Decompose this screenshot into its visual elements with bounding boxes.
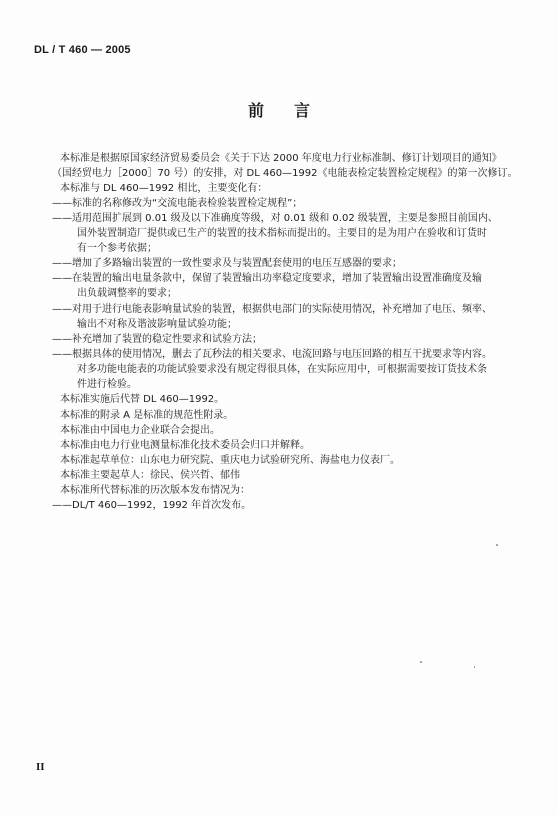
body-line: 件进行检验。	[77, 379, 137, 390]
body-line: 国外装置制造厂提供或已生产的装置的技术指标而提出的。主要目的是为用户在验收和订货时	[77, 228, 487, 239]
body-line: 本标准所代替标准的历次版本发布情况为：	[60, 485, 250, 496]
body-line: ——DL/T 460—1992，1992 年首次发布。	[52, 500, 252, 511]
scan-speck	[474, 666, 475, 668]
scan-speck	[420, 661, 422, 663]
body-line: 本标准的附录 A 是标准的规范性附录。	[60, 410, 234, 421]
body-line: 本标准与 DL 460—1992 相比，主要变化有：	[60, 183, 268, 194]
scan-speck	[496, 544, 498, 546]
body-line: ——适用范围扩展到 0.01 级及以下准确度等级，对 0.01 级和 0.02 级装置，主要是参照目前国内、	[52, 213, 498, 224]
body-line: ——增加了多路输出装置的一致性要求及与装置配套使用的电压互感器的要求；	[52, 258, 402, 269]
body-line: 对多功能电能表的功能试验要求没有规定得很具体，在实际应用中，可根据需要按订货技术条	[77, 364, 487, 375]
body-line: 本标准是根据原国家经济贸易委员会《关于下达 2000 年度电力行业标准制、修订计划项目的通知》	[60, 153, 502, 164]
standard-code-header: DL / T 460 — 2005	[34, 44, 131, 56]
body-line: ——补充增加了装置的稳定性要求和试验方法；	[52, 334, 262, 345]
body-line: 本标准实施后代替 DL 460—1992。	[60, 394, 225, 405]
body-line: 本标准由中国电力企业联合会提出。	[60, 425, 220, 436]
body-line: 本标准起草单位：山东电力研究院、重庆电力试验研究所、海盐电力仪表厂。	[60, 455, 400, 466]
body-line: ——对用于进行电能表影响量试验的装置，根据供电部门的实际使用情况，补充增加了电压、频率、	[52, 304, 492, 315]
body-line: （国经贸电力［2000］70 号）的安排，对 DL 460—1992《电能表检定装置检定规程》的第一次修订。	[52, 168, 518, 179]
page-number: II	[36, 761, 45, 773]
body-line: 本标准主要起草人：徐民、侯兴哲、郁伟	[60, 470, 240, 481]
body-line: 输出不对称及谐波影响量试验功能；	[77, 319, 237, 330]
body-line: ——根据具体的使用情况，删去了瓦秒法的相关要求、电流回路与电压回路的相互干扰要求等内容。	[52, 349, 492, 360]
body-line: 有一个参考依据；	[77, 243, 157, 254]
body-line: 本标准由电力行业电测量标准化技术委员会归口并解释。	[60, 440, 310, 451]
body-line: ——在装置的输出电量条款中，保留了装置输出功率稳定度要求，增加了装置输出设置准确度及输	[52, 273, 482, 284]
body-line: ——标准的名称修改为“交流电能表检验装置检定规程”；	[52, 198, 303, 209]
body-line: 出负载调整率的要求；	[77, 288, 177, 299]
page-title: 前言	[247, 101, 340, 120]
